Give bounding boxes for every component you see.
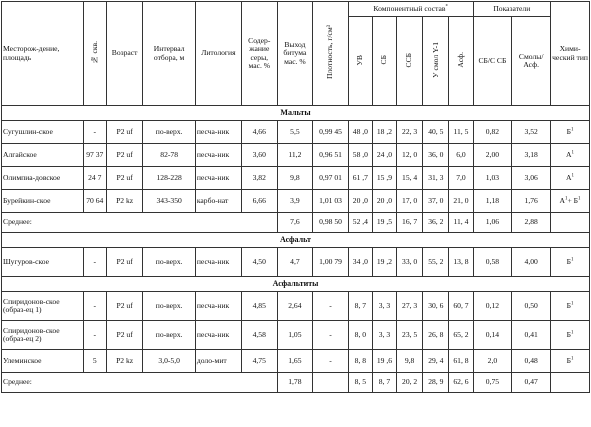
cell-type: $Б^1$ — [551, 292, 590, 321]
cell-uv: 48 ,0 — [348, 121, 372, 144]
cell-uv: 34 ,0 — [348, 248, 372, 277]
table-row — [2, 121, 590, 144]
section-title: Асфальт — [2, 233, 590, 248]
average-row — [2, 213, 590, 233]
header-age: Возраст — [106, 2, 143, 106]
cell-resin: 30, 6 — [423, 292, 449, 321]
cell-density: - — [313, 350, 349, 373]
table-row — [2, 350, 590, 373]
cell-resasph: 0,48 — [512, 350, 551, 373]
header-asph: Асф. — [449, 17, 473, 106]
table-row — [2, 167, 590, 190]
cell-density: - — [313, 292, 349, 321]
cell-well: 70 64 — [83, 190, 106, 213]
cell-resin: 40, 5 — [423, 121, 449, 144]
cell-asph: 61, 8 — [449, 350, 473, 373]
cell-sb: 3, 3 — [372, 292, 396, 321]
section-title: Мальты — [2, 106, 590, 121]
header-resins-asph: Смолы/ Асф. — [512, 17, 551, 106]
cell-deposit: Спиридонов-ское (образ-ец 1) — [2, 292, 84, 321]
cell-sbssb: 0,58 — [473, 248, 512, 277]
cell-interval: по-верх. — [143, 321, 195, 350]
cell-age: P2 uf — [106, 248, 143, 277]
average-label: Среднее: — [2, 373, 278, 393]
cell-ssb: 15, 4 — [397, 167, 423, 190]
header-sb: СБ — [372, 17, 396, 106]
cell-interval: по-верх. — [143, 248, 195, 277]
cell-sulfur: 3,60 — [241, 144, 277, 167]
cell-age: P2 kz — [106, 190, 143, 213]
average-resasph: 0,47 — [512, 373, 551, 393]
cell-deposit: Сугушлин-ское — [2, 121, 84, 144]
cell-resin: 26, 8 — [423, 321, 449, 350]
cell-lithology: песча-ник — [195, 167, 241, 190]
cell-uv: 20 ,0 — [348, 190, 372, 213]
cell-asph: 6,0 — [449, 144, 473, 167]
cell-resin: 29, 4 — [423, 350, 449, 373]
average-label: Среднее: — [2, 213, 278, 233]
average-yield: 1,78 — [277, 373, 313, 393]
cell-well: 5 — [83, 350, 106, 373]
cell-ssb: 9,8 — [397, 350, 423, 373]
cell-resin: 36, 0 — [423, 144, 449, 167]
average-row — [2, 373, 590, 393]
header-sulfur: Содер-жание серы, мас. % — [241, 2, 277, 106]
cell-age: P2 uf — [106, 167, 143, 190]
cell-yield: 11,2 — [277, 144, 313, 167]
cell-lithology: песча-ник — [195, 321, 241, 350]
average-uv: 52 ,4 — [348, 213, 372, 233]
cell-interval: 343-350 — [143, 190, 195, 213]
cell-density: 0,99 45 — [313, 121, 349, 144]
cell-sulfur: 4,75 — [241, 350, 277, 373]
cell-interval: 82-78 — [143, 144, 195, 167]
average-uv: 8, 5 — [348, 373, 372, 393]
section-header-row — [2, 277, 590, 292]
cell-uv: 8, 0 — [348, 321, 372, 350]
cell-sbssb: 0,82 — [473, 121, 512, 144]
cell-age: P2 kz — [106, 350, 143, 373]
cell-resasph: 0,50 — [512, 292, 551, 321]
cell-sb: 15 ,9 — [372, 167, 396, 190]
cell-density: 1,01 03 — [313, 190, 349, 213]
header-density: Плотность, г/см³ — [313, 2, 349, 106]
cell-uv: 8, 8 — [348, 350, 372, 373]
cell-deposit: Олимпиа-довское — [2, 167, 84, 190]
cell-resin: 37, 0 — [423, 190, 449, 213]
cell-well: - — [83, 121, 106, 144]
header-resin: У смол Y-1 — [423, 17, 449, 106]
cell-interval: по-верх. — [143, 121, 195, 144]
average-sb: 8, 7 — [372, 373, 396, 393]
header-lithology: Литология — [195, 2, 241, 106]
average-yield: 7,6 — [277, 213, 313, 233]
cell-sbssb: 1,18 — [473, 190, 512, 213]
table-row — [2, 292, 590, 321]
cell-yield: 4,7 — [277, 248, 313, 277]
cell-lithology: карбо-нат — [195, 190, 241, 213]
cell-yield: 9,8 — [277, 167, 313, 190]
cell-interval: 3,0-5,0 — [143, 350, 195, 373]
cell-resasph: 3,52 — [512, 121, 551, 144]
header-ssb: ССБ — [397, 17, 423, 106]
cell-sbssb: 1,03 — [473, 167, 512, 190]
cell-interval: 128-228 — [143, 167, 195, 190]
cell-density: 1,00 79 — [313, 248, 349, 277]
cell-lithology: песча-ник — [195, 248, 241, 277]
cell-well: - — [83, 292, 106, 321]
cell-yield: 1,05 — [277, 321, 313, 350]
cell-sbssb: 0,14 — [473, 321, 512, 350]
cell-uv: 58 ,0 — [348, 144, 372, 167]
cell-asph: 21, 0 — [449, 190, 473, 213]
cell-resasph: 3,18 — [512, 144, 551, 167]
cell-uv: 8, 7 — [348, 292, 372, 321]
average-type — [551, 373, 590, 393]
cell-asph: 13, 8 — [449, 248, 473, 277]
cell-lithology: песча-ник — [195, 121, 241, 144]
cell-age: P2 uf — [106, 321, 143, 350]
cell-asph: 11, 5 — [449, 121, 473, 144]
cell-sb: 18 ,2 — [372, 121, 396, 144]
cell-asph: 60, 7 — [449, 292, 473, 321]
cell-yield: 1,65 — [277, 350, 313, 373]
average-ssb: 16, 7 — [397, 213, 423, 233]
cell-well: 97 37 — [83, 144, 106, 167]
cell-resin: 31, 3 — [423, 167, 449, 190]
header-yield: Выход битума мас. % — [277, 2, 313, 106]
cell-lithology: доло-мит — [195, 350, 241, 373]
cell-ssb: 27, 3 — [397, 292, 423, 321]
cell-density: 0,97 01 — [313, 167, 349, 190]
cell-density: 0,96 51 — [313, 144, 349, 167]
cell-lithology: песча-ник — [195, 292, 241, 321]
average-type — [551, 213, 590, 233]
cell-sbssb: 2,0 — [473, 350, 512, 373]
cell-type: $А^1+ Б^1$ — [551, 190, 590, 213]
cell-sb: 24 ,0 — [372, 144, 396, 167]
cell-sulfur: 4,85 — [241, 292, 277, 321]
cell-type: $А^1$ — [551, 144, 590, 167]
cell-well: 24 7 — [83, 167, 106, 190]
table-body — [2, 106, 590, 393]
cell-asph: 65, 2 — [449, 321, 473, 350]
average-sbssb: 1,06 — [473, 213, 512, 233]
cell-lithology: песча-ник — [195, 144, 241, 167]
cell-yield: 2,64 — [277, 292, 313, 321]
cell-resasph: 3,06 — [512, 167, 551, 190]
section-header-row — [2, 106, 590, 121]
cell-well: - — [83, 321, 106, 350]
cell-sulfur: 4,58 — [241, 321, 277, 350]
cell-sb: 3, 3 — [372, 321, 396, 350]
header-chem-type: Хими-ческий тип — [551, 2, 590, 106]
average-asph: 62, 6 — [449, 373, 473, 393]
section-title: Асфальтиты — [2, 277, 590, 292]
cell-sulfur: 3,82 — [241, 167, 277, 190]
cell-age: P2 uf — [106, 292, 143, 321]
cell-type: $Б^1$ — [551, 350, 590, 373]
cell-deposit: Шугуров-ское — [2, 248, 84, 277]
cell-deposit: Улеминское — [2, 350, 84, 373]
average-density — [313, 373, 349, 393]
bitumen-composition-table — [1, 1, 590, 393]
cell-type: $Б^1$ — [551, 321, 590, 350]
cell-sbssb: 0,12 — [473, 292, 512, 321]
table-row — [2, 248, 590, 277]
cell-sulfur: 4,50 — [241, 248, 277, 277]
cell-resasph: 0,41 — [512, 321, 551, 350]
cell-uv: 61 ,7 — [348, 167, 372, 190]
cell-type: $Б^1$ — [551, 121, 590, 144]
cell-yield: 3,9 — [277, 190, 313, 213]
cell-age: P2 uf — [106, 144, 143, 167]
average-resin: 28, 9 — [423, 373, 449, 393]
cell-ssb: 23, 5 — [397, 321, 423, 350]
cell-yield: 5,5 — [277, 121, 313, 144]
table-row — [2, 321, 590, 350]
cell-type: $Б^1$ — [551, 248, 590, 277]
average-sb: 19 ,5 — [372, 213, 396, 233]
cell-ssb: 33, 0 — [397, 248, 423, 277]
cell-age: P2 uf — [106, 121, 143, 144]
cell-sb: 19 ,6 — [372, 350, 396, 373]
cell-sb: 19 ,2 — [372, 248, 396, 277]
cell-ssb: 12, 0 — [397, 144, 423, 167]
header-uv: УВ — [348, 17, 372, 106]
cell-ssb: 22, 3 — [397, 121, 423, 144]
table-row — [2, 190, 590, 213]
average-resin: 36, 2 — [423, 213, 449, 233]
header-well: № скв. — [83, 2, 106, 106]
cell-resin: 55, 2 — [423, 248, 449, 277]
cell-sulfur: 6,66 — [241, 190, 277, 213]
cell-resasph: 4,00 — [512, 248, 551, 277]
header-sb-ssb: СБ/С СБ — [473, 17, 512, 106]
cell-type: $А^1$ — [551, 167, 590, 190]
cell-ssb: 17, 0 — [397, 190, 423, 213]
cell-asph: 7,0 — [449, 167, 473, 190]
cell-deposit: Бурейкин-ское — [2, 190, 84, 213]
header-component-group: Компонентный состав* — [348, 2, 473, 17]
cell-deposit: Спиридонов-ское (образ-ец 2) — [2, 321, 84, 350]
cell-sb: 20 ,0 — [372, 190, 396, 213]
header-indicators-group: Показатели — [473, 2, 551, 17]
average-sbssb: 0,75 — [473, 373, 512, 393]
cell-resasph: 1,76 — [512, 190, 551, 213]
average-ssb: 20, 2 — [397, 373, 423, 393]
cell-deposit: Алгайское — [2, 144, 84, 167]
header-interval: Интервал отбора, м — [143, 2, 195, 106]
cell-sulfur: 4,66 — [241, 121, 277, 144]
cell-well: - — [83, 248, 106, 277]
average-asph: 11, 4 — [449, 213, 473, 233]
cell-interval: по-верх. — [143, 292, 195, 321]
cell-sbssb: 2,00 — [473, 144, 512, 167]
average-density: 0,98 50 — [313, 213, 349, 233]
average-resasph: 2,88 — [512, 213, 551, 233]
header-deposit: Месторож-дение, площадь — [2, 2, 84, 106]
section-header-row — [2, 233, 590, 248]
table-row — [2, 144, 590, 167]
cell-density: - — [313, 321, 349, 350]
